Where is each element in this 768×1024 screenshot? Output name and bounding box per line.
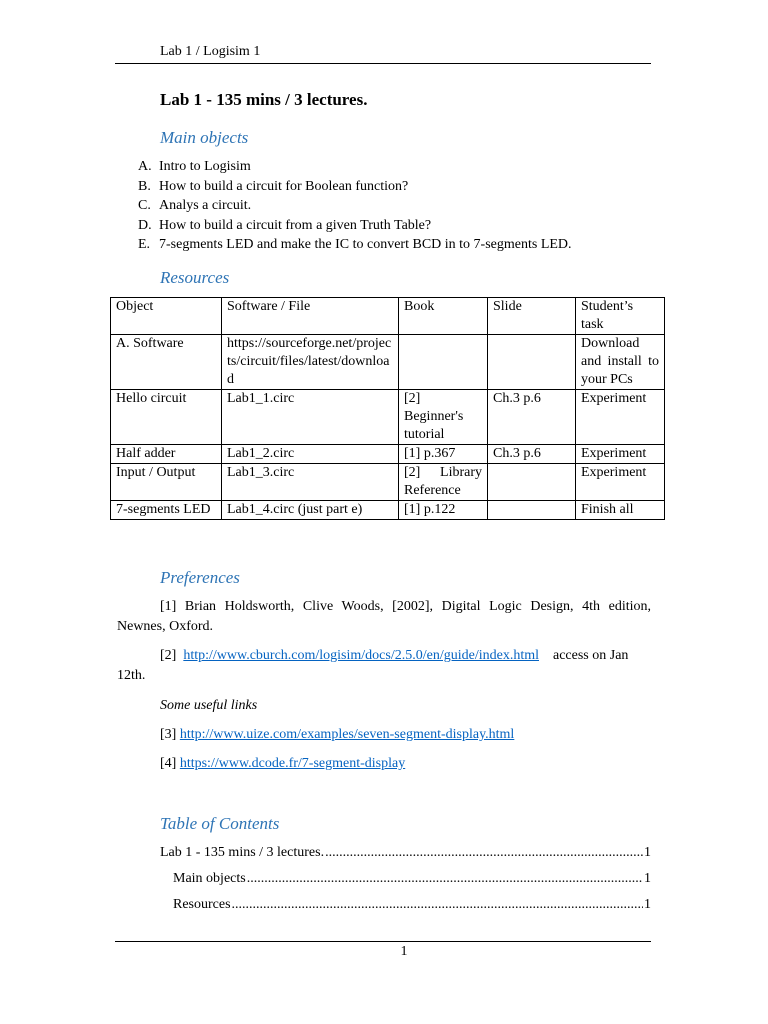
reference-2 xyxy=(117,646,651,686)
toc-leader-dots xyxy=(325,845,643,861)
toc-leader-dots xyxy=(247,871,643,887)
table-cell: Input / Output xyxy=(111,464,222,501)
table-header-cell: Software / File xyxy=(222,298,399,335)
document-title: Lab 1 - 135 mins / 3 lectures. xyxy=(160,90,368,109)
reference-2-number: [2] xyxy=(160,648,177,663)
list-item-text: How to build a circuit from a given Truth Table? xyxy=(159,217,432,233)
reference-3-link[interactable]: http://www.uize.com/examples/seven-segment-display.html xyxy=(179,727,515,742)
table-cell: Experiment xyxy=(576,464,665,501)
list-letter: B. xyxy=(138,178,151,194)
useful-links-label: Some useful links xyxy=(160,698,258,713)
table-cell: Ch.3 p.6 xyxy=(488,445,576,464)
table-row xyxy=(111,335,665,390)
preferences-heading: Preferences xyxy=(160,568,240,587)
main-objects-heading: Main objects xyxy=(160,128,249,147)
table-cell: A. Software xyxy=(111,335,222,390)
toc-entry[interactable] xyxy=(173,897,651,913)
toc-entry-label: Lab 1 - 135 mins / 3 lectures. xyxy=(160,845,325,860)
table-row xyxy=(111,445,665,464)
table-cell: Lab1_3.circ xyxy=(222,464,399,501)
table-header-cell: Slide xyxy=(488,298,576,335)
table-cell: [1] p.367 xyxy=(399,445,488,464)
list-item xyxy=(138,235,572,255)
running-header: Lab 1 / Logisim 1 xyxy=(160,44,261,59)
table-cell: Experiment xyxy=(576,445,665,464)
table-cell: Lab1_1.circ xyxy=(222,390,399,445)
table-header-cell: Book xyxy=(399,298,488,335)
table-cell: Lab1_4.circ (just part e) xyxy=(222,501,399,520)
list-item xyxy=(138,157,572,177)
list-item-text: How to build a circuit for Boolean function? xyxy=(159,178,409,194)
toc-entry-page: 1 xyxy=(644,897,651,912)
list-item-text: Analys a circuit. xyxy=(159,198,252,213)
list-letter: A. xyxy=(138,159,152,174)
toc-entry-label: Main objects xyxy=(173,871,246,886)
reference-4-link[interactable]: https://www.dcode.fr/7-segment-display xyxy=(179,756,406,771)
table-cell: [2] Beginner's tutorial xyxy=(399,390,488,445)
reference-3-number: [3] xyxy=(160,727,177,742)
table-cell: Finish all xyxy=(576,501,665,520)
resources-table xyxy=(110,297,665,520)
table-cell: 7-segments LED xyxy=(111,501,222,520)
table-cell xyxy=(488,335,576,390)
table-cell: [1] p.122 xyxy=(399,501,488,520)
table-cell: Hello circuit xyxy=(111,390,222,445)
table-row xyxy=(111,390,665,445)
table-row xyxy=(111,501,665,520)
table-row xyxy=(111,464,665,501)
table-header-row xyxy=(111,298,665,335)
toc-entry-label: Resources xyxy=(173,897,231,912)
table-cell: Ch.3 p.6 xyxy=(488,390,576,445)
list-letter: E. xyxy=(138,237,151,252)
reference-4-number: [4] xyxy=(160,756,177,771)
toc-leader-dots xyxy=(232,897,643,913)
page-number: 1 xyxy=(400,944,408,959)
resources-heading: Resources xyxy=(160,268,230,287)
reference-4 xyxy=(160,754,651,774)
header-rule xyxy=(115,63,651,64)
table-header-cell: Student’s task xyxy=(576,298,665,335)
list-item-text: Intro to Logisim xyxy=(159,159,251,174)
toc-entry[interactable] xyxy=(173,871,651,887)
list-letter: D. xyxy=(138,217,152,233)
table-cell: Lab1_2.circ xyxy=(222,445,399,464)
toc-entry[interactable] xyxy=(160,845,651,861)
reference-2-link[interactable]: http://www.cburch.com/logisim/docs/2.5.0/en/guide/index.html xyxy=(183,648,539,663)
table-cell xyxy=(399,335,488,390)
list-item xyxy=(138,216,572,236)
table-cell: https://sourceforge.net/projects/circuit/files/latest/download xyxy=(222,335,399,390)
list-item xyxy=(138,196,572,216)
table-cell xyxy=(488,501,576,520)
reference-3 xyxy=(160,725,651,745)
footer-rule xyxy=(115,941,651,942)
table-cell: [2] Library Reference xyxy=(399,464,488,501)
list-letter: C. xyxy=(138,198,151,213)
reference-1: [1] Brian Holdsworth, Clive Woods, [2002], Digital Logic Design, 4th edition, Newnes, Oxford. xyxy=(117,599,651,634)
table-cell: Download and install to your PCs xyxy=(576,335,665,390)
reference-2-note: access on Jan 12th. xyxy=(117,648,629,683)
table-cell: Experiment xyxy=(576,390,665,445)
table-header-cell: Object xyxy=(111,298,222,335)
table-cell xyxy=(488,464,576,501)
toc-entry-page: 1 xyxy=(644,871,651,886)
toc-heading: Table of Contents xyxy=(160,814,280,833)
main-objects-list xyxy=(138,157,572,255)
list-item-text: 7-segments LED and make the IC to convert BCD in to 7-segments LED. xyxy=(159,237,572,252)
table-cell: Half adder xyxy=(111,445,222,464)
toc-entry-page: 1 xyxy=(644,845,651,860)
list-item xyxy=(138,177,572,197)
